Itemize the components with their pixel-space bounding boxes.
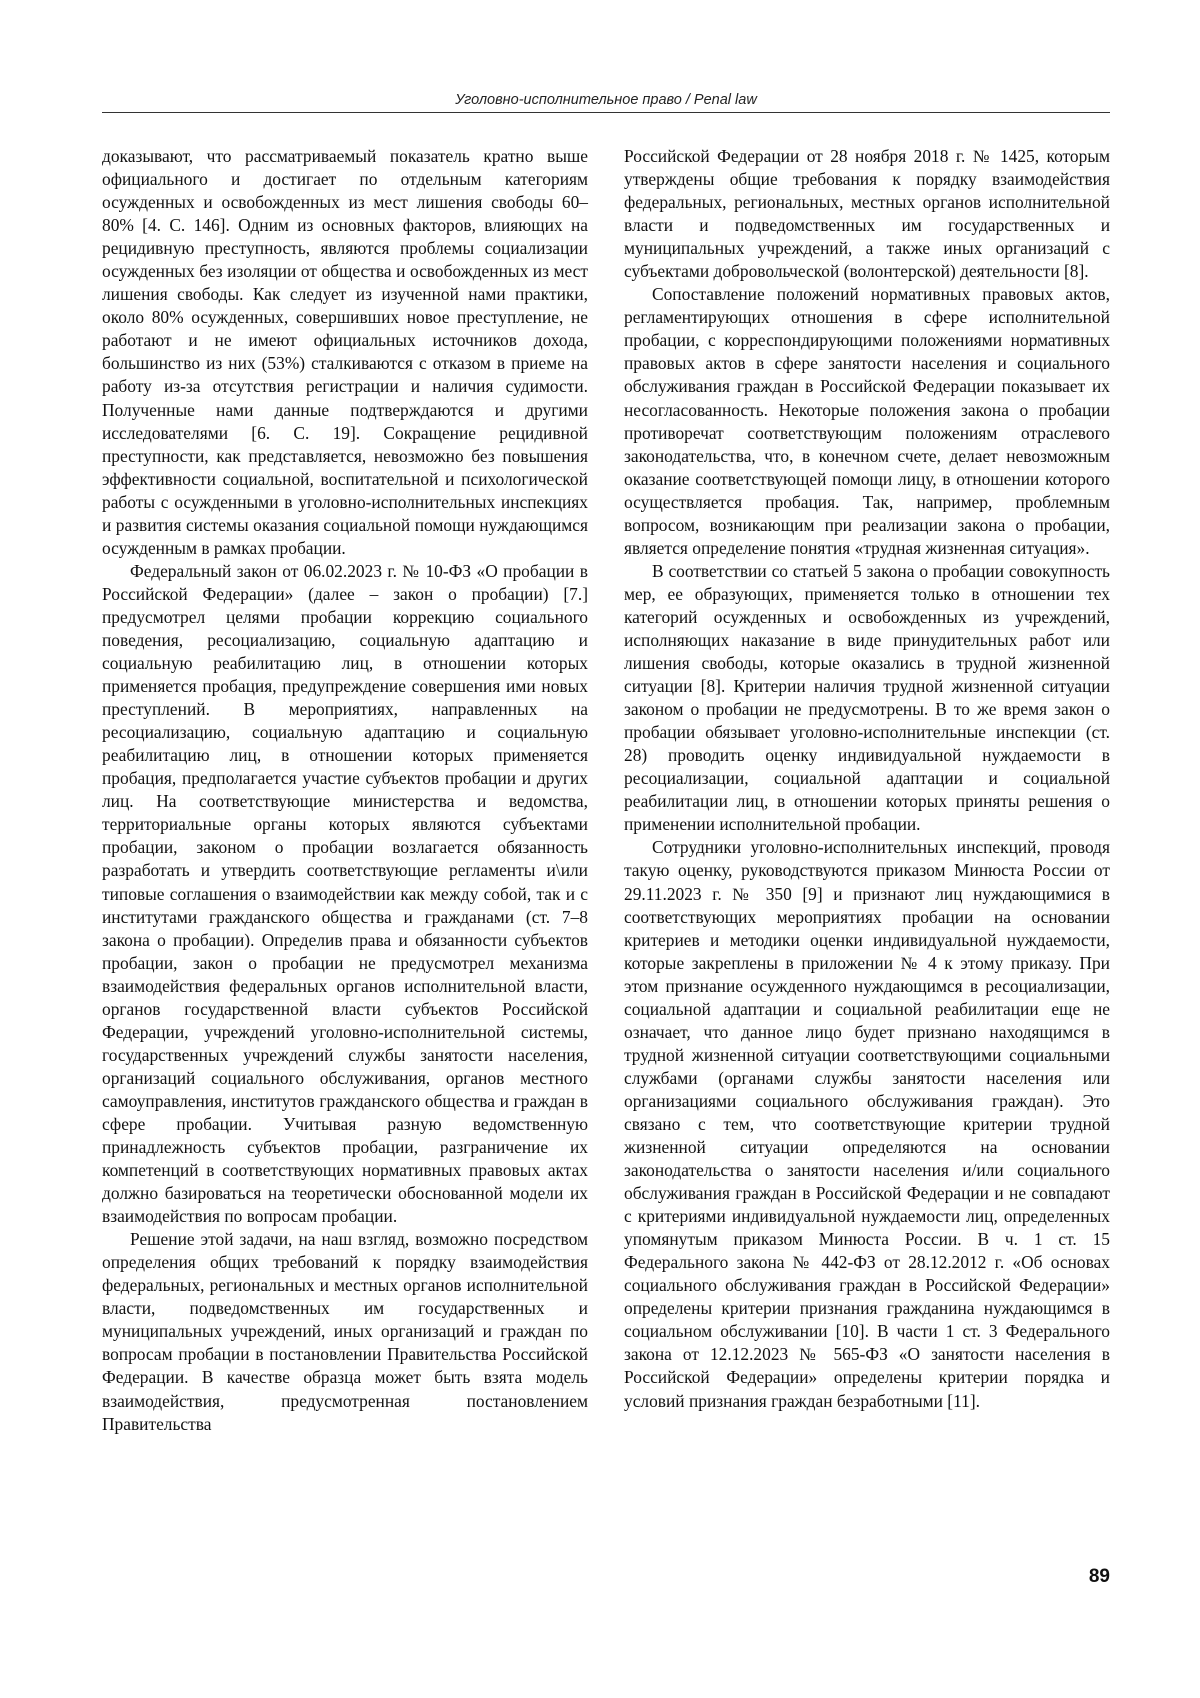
running-header: Уголовно-исполнительное право / Penal law [102, 90, 1110, 110]
left-column [102, 145, 588, 1436]
paragraph: Решение этой задачи, на наш взгляд, возможно посредством определения общих требований к порядку взаимодействия федеральных, региональных и местных органов исполнительной власти, подведомственных им государственных и муниципальных учреждений, иных организаций и граждан по вопросам пробации в постановлении Правительства Российской Федерации. В качестве образца может быть взята модель взаимодействия, предусмотренная постановлением Правительства [102, 1228, 588, 1435]
paragraph: доказывают, что рассматриваемый показатель кратно выше официального и достигает по отдельным категориям осужденных и освобожденных из мест лишения свободы 60–80% [4. С. 146]. Одним из основных факторов, влияющих на рецидивную преступность, являются проблемы социализации осужденных без изоляции от общества и освобожденных из мест лишения свободы. Как следует из изученной нами практики, около 80% осужденных, совершивших новое преступление, не работают и не имеют официальных источников дохода, большинство из них (53%) сталкиваются с отказом в приеме на работу из-за отсутствия регистрации и наличия судимости. Полученные нами данные подтверждаются и другими исследователями [6. С. 19]. Сокращение рецидивной преступности, как представляется, невозможно без повышения эффективности социальной, воспитательной и психологической работы с осужденными в уголовно-исполнительных инспекциях и развития системы оказания социальной помощи нуждающимся осужденным в рамках пробации. [102, 145, 588, 560]
right-column [624, 145, 1110, 1413]
journal-page [0, 0, 1200, 1698]
paragraph: Федеральный закон от 06.02.2023 г. № 10-ФЗ «О пробации в Российской Федерации» (далее – закон о пробации) [7.] предусмотрел целями пробации коррекцию социального поведения, ресоциализацию, социальную адаптацию и социальную реабилитацию лиц, в отношении которых применяется пробация, предупреждение совершения ими новых преступлений. В мероприятиях, направленных на ресоциализацию, социальную адаптацию и социальную реабилитацию лиц, в отношении которых применяется пробация, предполагается участие субъектов пробации и других лиц. На соответствующие министерства и ведомства, территориальные органы которых являются субъектами пробации, законом о пробации возлагается обязанность разработать и утвердить соответствующие регламенты и\или типовые соглашения о взаимодействии как между собой, так и с институтами гражданского общества и гражданами (ст. 7–8 закона о пробации). Определив права и обязанности субъектов пробации, закон о пробации не предусмотрел механизма взаимодействия федеральных органов исполнительной власти, органов государственной власти субъектов Российской Федерации, учреждений уголовно-исполнительной системы, государственных учреждений службы занятости населения, организаций социального обслуживания, органов местного самоуправления, институтов гражданского общества и граждан в сфере пробации. Учитывая разную ведомственную принадлежность субъектов пробации, разграничение их компетенций в соответствующих нормативных правовых актах должно базироваться на теоретически обоснованной модели их взаимодействия по вопросам пробации. [102, 560, 588, 1228]
paragraph: В соответствии со статьей 5 закона о пробации совокупность мер, ее образующих, применяется только в отношении тех категорий осужденных и освобожденных из учреждений, исполняющих наказание в виде принудительных работ или лишения свободы, которые оказались в трудной жизненной ситуации [8]. Критерии наличия трудной жизненной ситуации законом о пробации не предусмотрены. В то же время закон о пробации обязывает уголовно-исполнительные инспекции (ст. 28) проводить оценку индивидуальной нуждаемости в ресоциализации, социальной адаптации и социальной реабилитации лиц, в отношении которых приняты решения о применении исполнительной пробации. [624, 560, 1110, 837]
page-number: 89 [1089, 1566, 1110, 1588]
paragraph: Российской Федерации от 28 ноября 2018 г. № 1425, которым утверждены общие требования к порядку взаимодействия федеральных, региональных, местных органов исполнительной власти и подведомственных им государственных и муниципальных учреждений, а также иных организаций с субъектами добровольческой (волонтерской) деятельности [8]. [624, 145, 1110, 283]
header-divider [102, 112, 1110, 113]
paragraph: Сопоставление положений нормативных правовых актов, регламентирующих отношения в сфере исполнительной пробации, с корреспондирующими положениями нормативных правовых актов в сфере занятости населения и социального обслуживания граждан в Российской Федерации показывает их несогласованность. Некоторые положения закона о пробации противоречат соответствующим положениям отраслевого законодательства, что, в конечном счете, делает невозможным оказание соответствующей помощи лицу, в отношении которого осуществляется пробация. Так, например, проблемным вопросом, возникающим при реализации закона о пробации, является определение понятия «трудная жизненная ситуация». [624, 283, 1110, 560]
paragraph: Сотрудники уголовно-исполнительных инспекций, проводя такую оценку, руководствуются приказом Минюста России от 29.11.2023 г. № 350 [9] и признают лиц нуждающимися в соответствующих мероприятиях пробации на основании критериев и методики оценки индивидуальной нуждаемости, которые закреплены в приложении № 4 к этому приказу. При этом признание осужденного нуждающимся в ресоциализации, социальной адаптации и социальной реабилитации еще не означает, что данное лицо будет признано находящимся в трудной жизненной ситуации соответствующими социальными службами (органами службы занятости населения или организациями социального обслуживания граждан). Это связано с тем, что соответствующие критерии трудной жизненной ситуации определяются на основании законодательства о занятости населения и/или социального обслуживания граждан в Российской Федерации и не совпадают с критериями индивидуальной нуждаемости лиц, определенных упомянутым приказом Минюста России. В ч. 1 ст. 15 Федерального закона № 442-ФЗ от 28.12.2012 г. «Об основах социального обслуживания граждан в Российской Федерации» определены критерии признания гражданина нуждающимся в социальном обслуживании [10]. В части 1 ст. 3 Федерального закона от 12.12.2023 № 565-ФЗ «О занятости населения в Российской Федерации» определены критерии порядка и условий признания граждан безработными [11]. [624, 836, 1110, 1412]
